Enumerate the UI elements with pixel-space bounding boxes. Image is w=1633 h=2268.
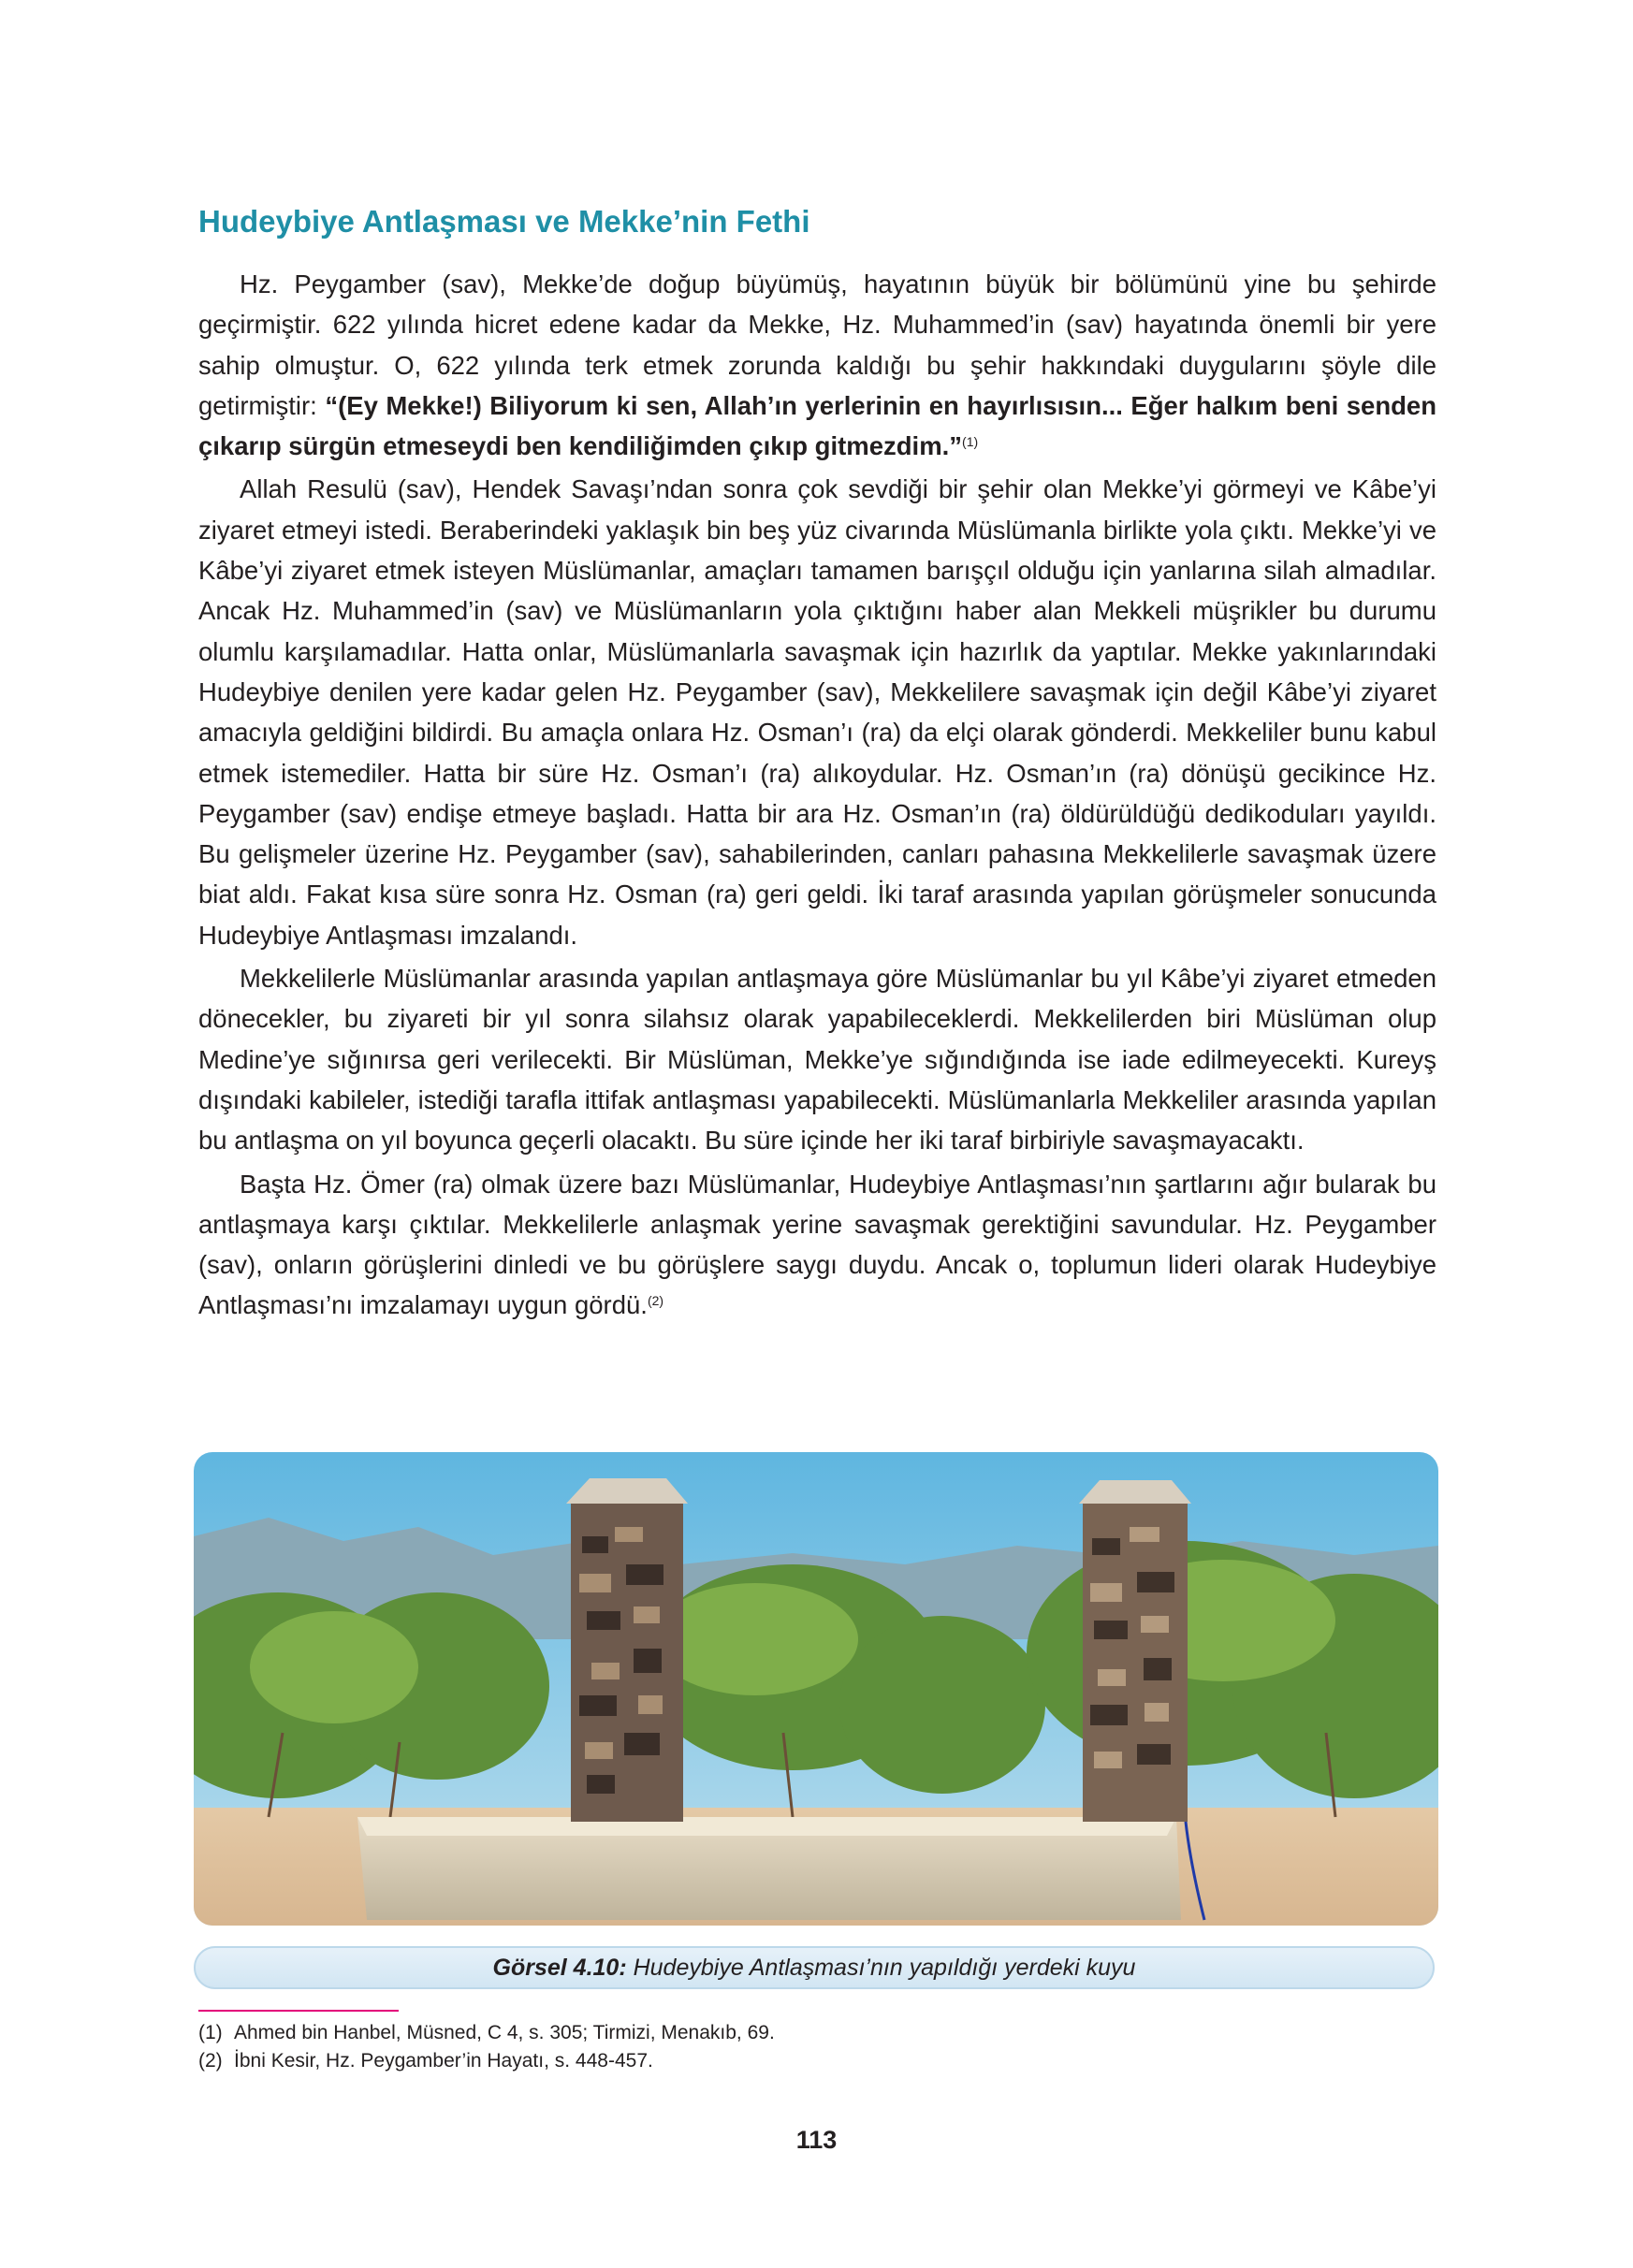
footnote-ref-2: (2) (647, 1293, 664, 1309)
well-photo (194, 1452, 1438, 1926)
paragraph-2: Allah Resulü (sav), Hendek Savaşı’ndan sonra çok sevdiği bir şehir olan Mekke’yi görmeyi ve Kâbe’yi ziyaret etmeyi istedi. Beraberindeki yaklaşık bin beş yüz civarında Müslümanla birlikte yola çıktı. Mekke’yi ve Kâbe’yi ziyaret etmek isteyen Müslümanlar, amaçları tamamen barışçıl olduğu için yanlarına silah almadılar. Ancak Hz. Muhammed’in (sav) ve Müslümanların yola çıktığını haber alan Mekkeli müşrikler bu durumu olumlu karşılamadılar. Hatta onlar, Müslümanlarla savaşmak için hazırlık da yaptılar. Mekke yakınlarındaki Hudeybiye denilen yere kadar gelen Hz. Peygamber (sav), Mekkelilere savaşmak için değil Kâbe’yi ziyaret amacıyla geldiğini bildirdi. Bu amaçla onlara Hz. Osman’ı (ra) da elçi olarak gönderdi. Mekkeliler bunu kabul etmek istemediler. Hatta bir süre Hz. Osman’ı (ra) alıkoydular. Hz. Osman’ın (ra) dönüşü gecikince Hz. Peygamber (sav) endişe etmeye başladı. Hatta bir ara Hz. Osman’ın (ra) öldürüldüğü dedikoduları yayıldı. Bu gelişmeler üzerine Hz. Peygamber (sav), sahabilerinden, canları pahasına Mekkelilerle savaşmak üzere biat aldı. Fakat kısa süre sonra Hz. Osman (ra) geri geldi. İki taraf arasında yapılan görüşmeler sonucunda Hudeybiye Antlaşması imzalandı. (198, 474, 1436, 950)
figure-caption-text: Hudeybiye Antlaşması’nın yapıldığı yerdeki kuyu (626, 1955, 1136, 1981)
footnote-number: (2) (198, 2050, 223, 2072)
paragraph-3: Mekkelilerle Müslümanlar arasında yapılan antlaşmaya göre Müslümanlar bu yıl Kâbe’yi ziyaret etmeden dönecekler, bu ziyareti bir yıl sonra silahsız olarak yapabileceklerdi. Mekkelilerden biri Müslüman olup Medine’ye sığınırsa geri verilecekti. Bir Müslüman, Mekke’ye sığındığında ise iade edilmeyecekti. Kureyş dışındaki kabileler, istediği tarafla ittifak antlaşması yapabilecekti. Müslümanlarla Mekkeliler arasında yapılan bu antlaşma on yıl boyunca geçerli olacaktı. Bu süre içinde her iki taraf birbiriyle savaşmayacaktı. (198, 964, 1436, 1156)
left-pillar (566, 1478, 688, 1822)
footnote-item (198, 2047, 775, 2075)
footnote-text: İbni Kesir, Hz. Peygamber’in Hayatı, s. 448-457. (234, 2050, 653, 2072)
footnote-item (198, 2019, 775, 2047)
page-number: 113 (795, 2126, 838, 2154)
right-pillar (1079, 1480, 1191, 1822)
footnote-divider (198, 2010, 399, 2012)
section-title: Hudeybiye Antlaşması ve Mekke’nin Fethi (198, 204, 810, 239)
figure-caption (194, 1946, 1435, 1989)
hadith-quote: “(Ey Mekke!) Biliyorum ki sen, Allah’ın yerlerinin en hayırlısısın... Eğer halkım beni senden çıkarıp sürgün etmeseydi ben kendiliğimden çıkıp gitmezdim.” (198, 390, 1437, 461)
footnote-text: Ahmed bin Hanbel, Müsned, C 4, s. 305; Tirmizi, Menakıb, 69. (234, 2022, 775, 2043)
paragraph-1 (198, 264, 1436, 466)
paragraph-1-text: Hz. Peygamber (sav), Mekke’de doğup büyümüş, hayatının büyük bir bölümünü yine bu şehirde geçirmiştir. 622 yılında hicret edene kadar da Mekke, Hz. Muhammed’in (sav) hayatında önemli bir yere sahip olmuştur. O, 622 yılında terk etmek zorunda kaldığı bu şehir hakkındaki duygularını şöyle dile getirmiştir: (198, 269, 1436, 420)
figure-label: Görsel 4.10: (492, 1955, 627, 1981)
footnote-ref-1: (1) (962, 434, 979, 450)
body-text (198, 264, 1436, 1329)
footnote-number: (1) (198, 2022, 223, 2043)
paragraph-4-text: Başta Hz. Ömer (ra) olmak üzere bazı Müslümanlar, Hudeybiye Antlaşması’nın şartlarını ağır bularak bu antlaşmaya karşı çıktılar. Mekkelilerle anlaşmak yerine savaşmak gerektiğini savundular. Hz. Peygamber (sav), onların görüşlerini dinledi ve bu görüşlere saygı duydu. Ancak o, toplumun lideri olarak Hudeybiye Antlaşması’nı imzalamayı uygun gördü. (198, 1169, 1436, 1320)
footnotes (198, 2019, 775, 2075)
paragraph-4 (198, 1164, 1436, 1326)
